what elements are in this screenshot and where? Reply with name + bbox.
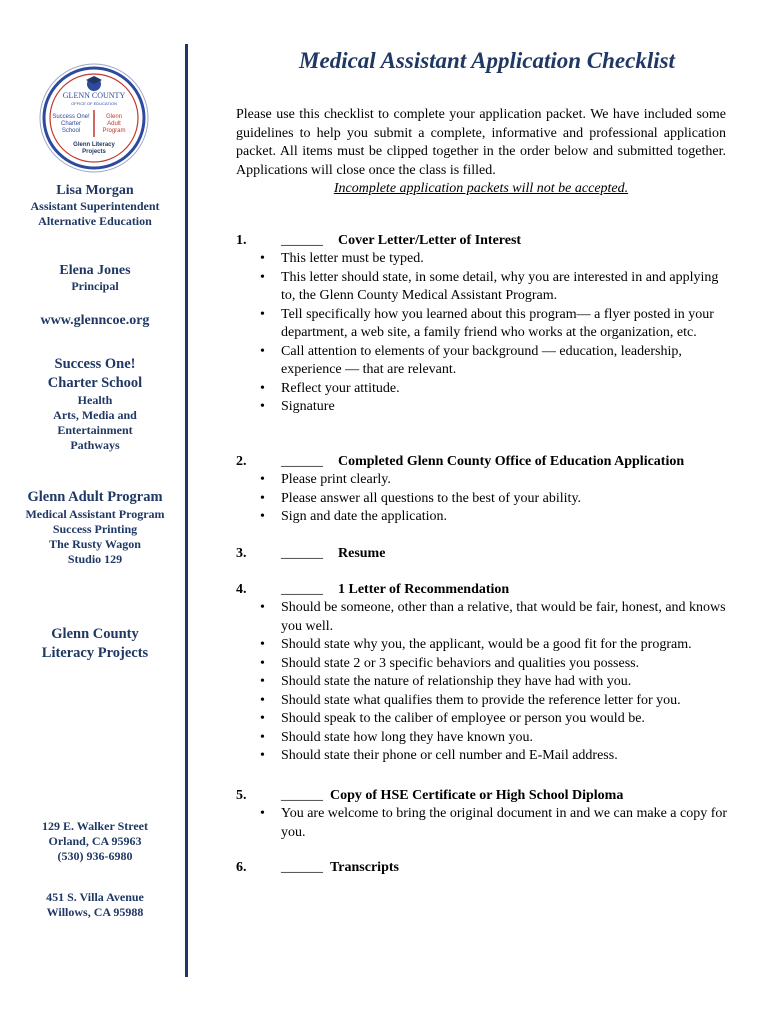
address1-block [0, 819, 190, 864]
checklist-section-4 [236, 580, 728, 766]
list-item: • This letter must be typed. [236, 250, 728, 269]
list-item: • Reflect your attitude. [236, 380, 728, 399]
logo-left-1: Success One! [52, 114, 90, 120]
bullet-list [236, 250, 728, 417]
list-item: • Sign and date the application. [236, 508, 728, 527]
section-number: 5. [236, 788, 247, 803]
list-item: • Please answer all questions to the best of your ability. [236, 490, 728, 509]
bullet-icon: • [260, 637, 265, 652]
sidebar-divider [185, 44, 188, 977]
list-item: • Signature [236, 398, 728, 417]
address-line: 451 S. Villa Avenue [46, 890, 144, 904]
address-line: (530) 936-6980 [57, 849, 133, 863]
logo-right-3: Program [102, 128, 126, 134]
logo-ring-top: GLENN COUNTY [62, 91, 126, 100]
section-header [236, 231, 728, 250]
section-title: Completed Glenn County Office of Education Application [338, 454, 685, 469]
person1-block [0, 182, 190, 229]
list-item: • Should state what qualifies them to provide the reference letter for you. [236, 692, 728, 711]
person2-name: Elena Jones [59, 263, 131, 278]
list-item: • This letter should state, in some detail, why you are interested in and applying to, the Glenn County Medical Assistant Program. [260, 269, 719, 303]
person2-title: Principal [71, 279, 119, 293]
bullet-icon: • [260, 748, 265, 763]
pathway-line: Pathways [70, 438, 120, 452]
logo-right-1: Glenn [105, 114, 123, 120]
bullet-icon: • [260, 509, 265, 524]
checklist-section-3 [236, 544, 728, 563]
section-title: Cover Letter/Letter of Interest [338, 233, 522, 248]
checklist-section-5 [236, 786, 728, 842]
school-line1: Success One! [54, 356, 136, 372]
list-item: • Should state why you, the applicant, would be a good fit for the program. [236, 636, 728, 655]
literacy-block [0, 625, 190, 663]
person1-name: Lisa Morgan [56, 183, 134, 198]
list-item: • Please print clearly. [236, 471, 728, 490]
section-number: 1. [236, 233, 247, 248]
address2-block [0, 890, 190, 920]
bullet-icon: • [260, 399, 265, 414]
bullet-icon: • [260, 692, 265, 708]
address-line: 129 E. Walker Street [42, 819, 148, 833]
bullet-list [236, 471, 728, 527]
list-item: • Call attention to elements of your background — education, leadership, experience — that are relevant. [260, 343, 682, 377]
bullet-icon: • [260, 306, 265, 322]
address-line: Willows, CA 95988 [46, 905, 144, 919]
adult-item: Success Printing [52, 522, 138, 536]
section-title: Transcripts [330, 860, 399, 875]
checkbox-blank[interactable]: ______ [281, 582, 323, 597]
checkbox-blank[interactable]: ______ [281, 233, 323, 248]
address-line: Orland, CA 95963 [48, 834, 142, 848]
checkbox-blank[interactable]: ______ [281, 860, 323, 875]
website-link[interactable]: www.glenncoe.org [40, 313, 150, 328]
list-item: • Should speak to the caliber of employee or person you would be. [236, 710, 728, 729]
glenn-county-logo [34, 62, 154, 174]
section-header [236, 452, 728, 471]
bullet-list [236, 805, 728, 842]
list-item: • Should be someone, other than a relative, that would be fair, honest, and knows you well. [260, 600, 726, 634]
adult-item: Medical Assistant Program [25, 507, 165, 521]
adult-item: Studio 129 [67, 552, 123, 566]
bullet-icon: • [260, 269, 265, 285]
person1-title1: Assistant Superintendent [30, 199, 160, 213]
school-line2: Charter School [47, 375, 143, 391]
checklist-section-2 [236, 452, 728, 527]
bullet-icon: • [260, 655, 265, 671]
bullet-icon: • [260, 490, 265, 506]
section-title: 1 Letter of Recommendation [338, 582, 510, 597]
school-block [0, 355, 190, 453]
literacy-line2: Literacy Projects [41, 645, 149, 661]
bullet-icon: • [260, 806, 265, 821]
logo-ring-sub: OFFICE OF EDUCATION [71, 101, 117, 106]
bullet-icon: • [260, 251, 265, 266]
list-item: • Tell specifically how you learned about this program— a flyer posted in your department, a web site, a family friend who works at the organization, etc. [260, 306, 714, 340]
list-item: • Should state 2 or 3 specific behaviors and qualities you possess. [236, 655, 728, 674]
bullet-icon: • [260, 380, 265, 396]
bullet-list [236, 599, 728, 766]
section-header [236, 786, 728, 805]
literacy-line1: Glenn County [51, 626, 139, 642]
page-title: Medical Assistant Application Checklist [299, 48, 675, 73]
section-header [236, 580, 728, 599]
checklist-section-6 [236, 858, 728, 877]
bullet-icon: • [260, 600, 265, 615]
bullet-icon: • [260, 674, 265, 689]
logo-left-2: Charter [60, 121, 82, 127]
section-header [236, 858, 728, 877]
person2-block [0, 262, 190, 294]
section-number: 6. [236, 860, 247, 875]
checkbox-blank[interactable]: ______ [281, 454, 323, 469]
bullet-icon: • [260, 343, 265, 359]
list-item: • Should state how long they have known you. [236, 729, 728, 748]
bullet-icon: • [260, 711, 265, 726]
website-block [0, 312, 190, 329]
list-item: • Should state the nature of relationship they have had with you. [236, 673, 728, 692]
intro-paragraph [236, 106, 726, 199]
checkbox-blank[interactable]: ______ [281, 546, 323, 561]
list-item: • You are welcome to bring the original document in and we can make a copy for you. [260, 806, 728, 840]
logo-bottom-1: Glenn Literacy [73, 142, 115, 148]
bullet-icon: • [260, 472, 265, 487]
pathway-line: Entertainment [57, 423, 133, 437]
section-title: Resume [338, 546, 386, 561]
pathway-line: Health [77, 393, 113, 407]
intro-text: Please use this checklist to complete your application packet. We have included some guidelines to help you submit a complete, informative and professional application packet. All items must be clipped together in the order below and submitted together. Applications will close once the class is filled. [236, 107, 726, 178]
list-item: • Should state their phone or cell number and E-Mail address. [236, 747, 728, 766]
logo-bottom-2: Projects [82, 149, 106, 155]
adult-program-block [0, 488, 190, 567]
bullet-icon: • [260, 729, 265, 745]
adult-program-title: Glenn Adult Program [27, 489, 163, 505]
section-title: Copy of HSE Certificate or High School Diploma [330, 788, 624, 803]
person1-title2: Alternative Education [38, 214, 152, 228]
section-number: 2. [236, 454, 247, 469]
checklist-section-1 [236, 231, 728, 417]
adult-item: The Rusty Wagon [49, 537, 141, 551]
sidebar [0, 0, 190, 1024]
logo-right-2: Adult [107, 121, 121, 127]
section-number: 4. [236, 582, 247, 597]
pathway-line: Arts, Media and [53, 408, 137, 422]
intro-note: Incomplete application packets will not be accepted. [333, 181, 629, 196]
checkbox-blank[interactable]: ______ [281, 788, 323, 803]
section-header [236, 544, 728, 563]
logo-left-3: School [61, 128, 81, 134]
section-number: 3. [236, 546, 247, 561]
